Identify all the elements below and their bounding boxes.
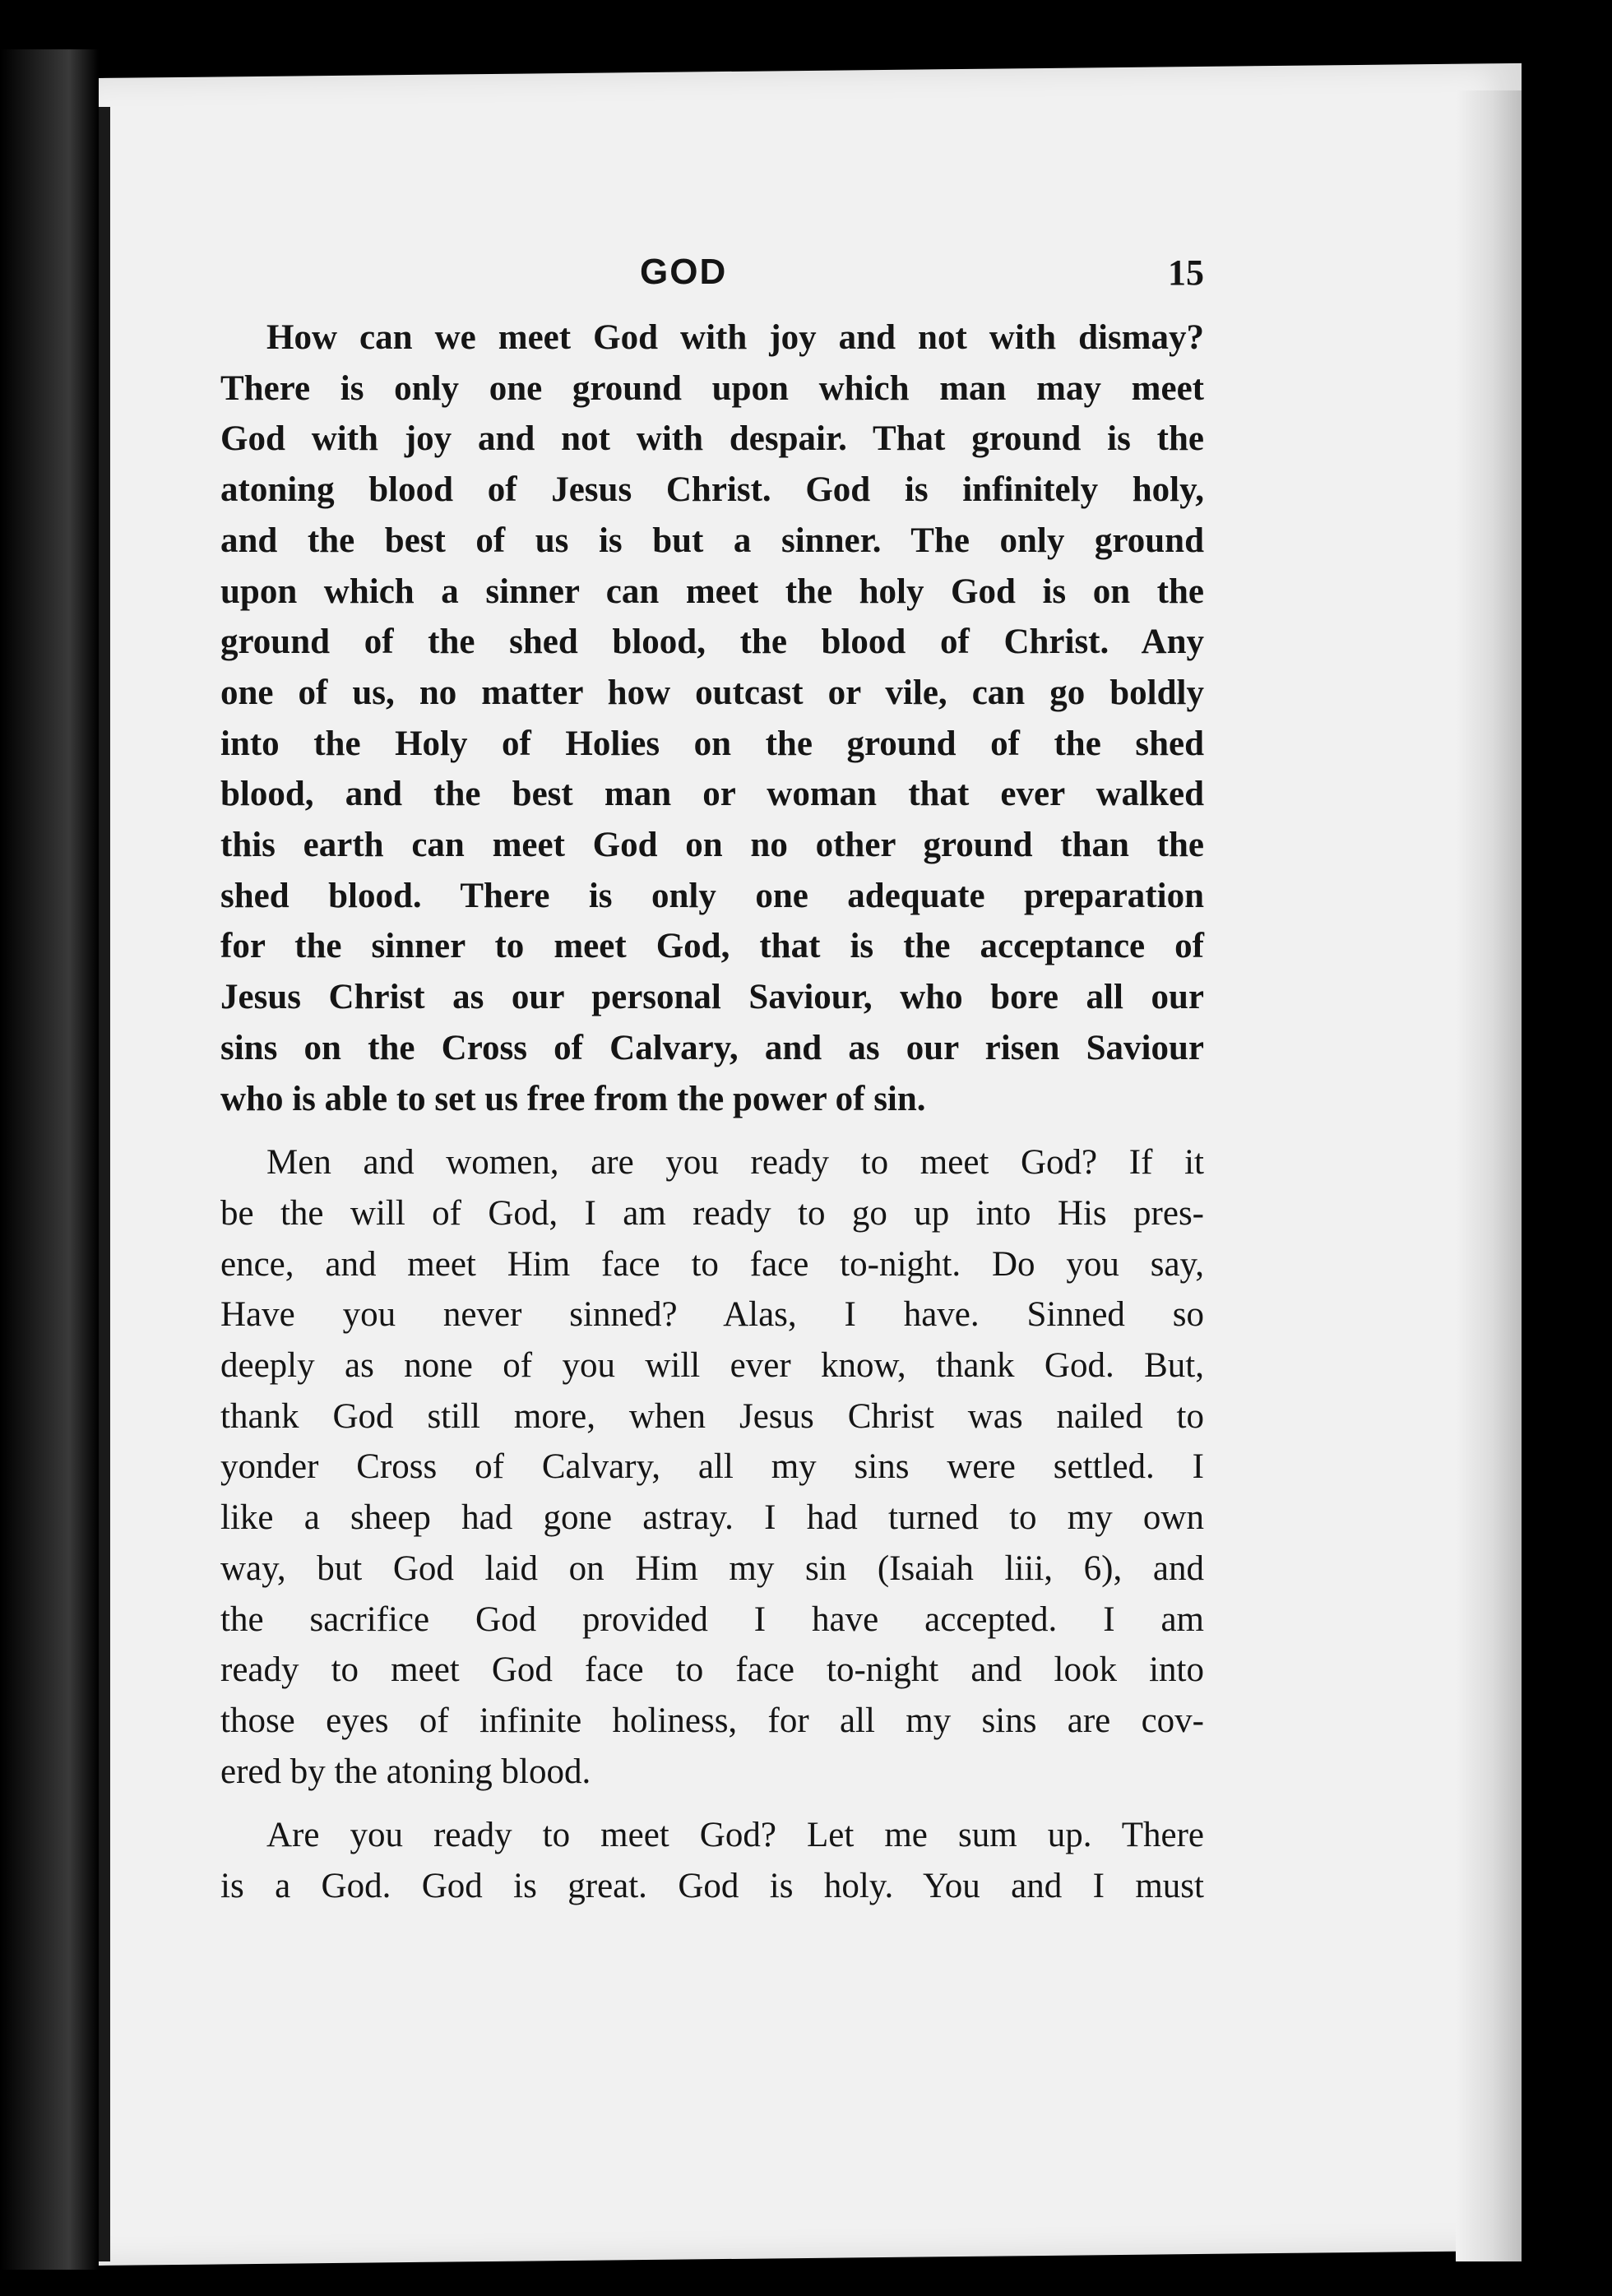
text-line: like a sheep had gone astray. I had turned to my own (220, 1498, 1204, 1538)
text-line: deeply as none of you will ever know, thank God. But, (220, 1346, 1204, 1386)
text-line: Jesus Christ as our personal Saviour, who bore all our (220, 978, 1204, 1017)
text-line: atoning blood of Jesus Christ. God is infinitely holy, (220, 470, 1204, 510)
text-line: one of us, no matter how outcast or vile, can go boldly (220, 673, 1204, 712)
text-line: and the best of us is but a sinner. The only ground (220, 521, 1204, 560)
text-line: is a God. God is great. God is holy. You and I must (220, 1867, 1204, 1906)
page-fore-edge (1456, 90, 1522, 2261)
text-line: yonder Cross of Calvary, all my sins were settled. I (220, 1447, 1204, 1487)
text-line: ered by the atoning blood. (220, 1752, 591, 1791)
text-line: way, but God laid on Him my sin (Isaiah liii, 6), and (220, 1548, 1204, 1588)
text-line: thank God still more, when Jesus Christ was nailed to (220, 1396, 1204, 1436)
text-line: There is only one ground upon which man may meet (220, 368, 1204, 408)
text-line: who is able to set us free from the power of sin. (220, 1079, 926, 1118)
text-line: Are you ready to meet God? Let me sum up. There (266, 1816, 1204, 1855)
paragraph-1 (220, 312, 1204, 1124)
running-head (220, 247, 1204, 312)
text-line: the sacrifice God provided I have accepted. I am (220, 1599, 1204, 1639)
paragraph-2 (220, 1137, 1204, 1797)
text-line: those eyes of infinite holiness, for all my sins are cov- (220, 1701, 1204, 1740)
text-line: into the Holy of Holies on the ground of the shed (220, 724, 1204, 763)
paragraph-3 (220, 1810, 1204, 1911)
text-line: be the will of God, I am ready to go up into His pres- (220, 1193, 1204, 1233)
text-line: Men and women, are you ready to meet God? If it (266, 1143, 1204, 1183)
text-block (220, 247, 1204, 1925)
text-line: this earth can meet God on no other ground than the (220, 826, 1204, 865)
text-line: blood, and the best man or woman that ever walked (220, 775, 1204, 814)
text-line: ground of the shed blood, the blood of Christ. Any (220, 623, 1204, 662)
facing-page-edge (0, 49, 99, 2270)
running-head-title: GOD (640, 252, 728, 292)
text-line: sins on the Cross of Calvary, and as our risen Saviour (220, 1028, 1204, 1067)
page-number: 15 (1168, 252, 1204, 293)
text-line: How can we meet God with joy and not with dismay? (266, 318, 1204, 357)
text-line: ence, and meet Him face to face to-night. Do you say, (220, 1244, 1204, 1284)
text-line: for the sinner to meet God, that is the acceptance of (220, 927, 1204, 966)
text-line: ready to meet God face to face to-night and look into (220, 1650, 1204, 1690)
binding-gutter (99, 107, 110, 2261)
text-line: upon which a sinner can meet the holy God is on the (220, 572, 1204, 611)
text-line: God with joy and not with despair. That ground is the (220, 419, 1204, 459)
text-line: shed blood. There is only one adequate preparation (220, 876, 1204, 915)
text-line: Have you never sinned? Alas, I have. Sinned so (220, 1295, 1204, 1335)
